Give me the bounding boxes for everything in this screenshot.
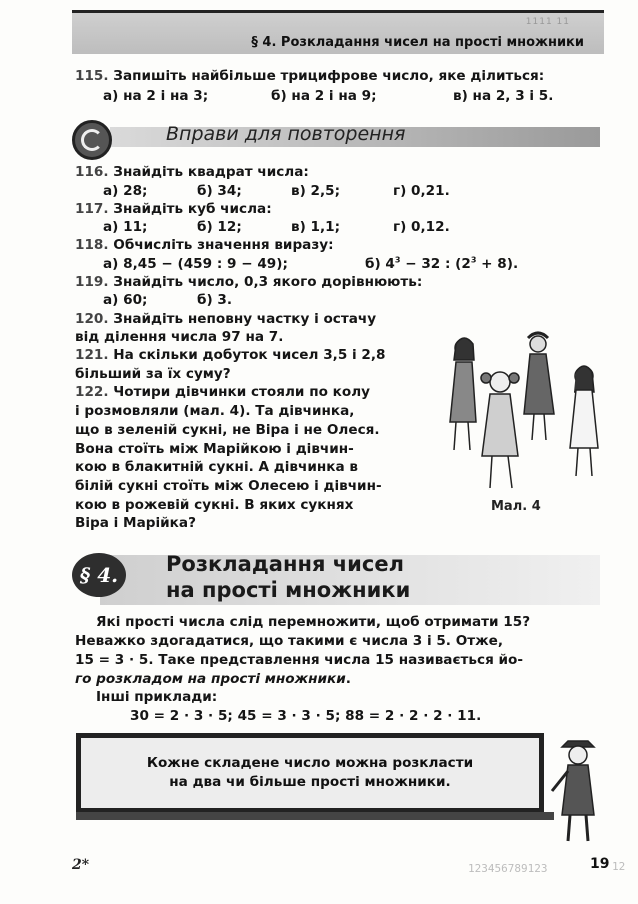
section-title-line: Розкладання чисел xyxy=(166,552,404,576)
exponent: 3 xyxy=(394,255,401,265)
rule-box xyxy=(76,733,544,813)
exercise-117 xyxy=(75,201,272,217)
exercise-text: Знайдіть квадрат числа: xyxy=(113,164,309,180)
exercise-text-line: що в зеленій сукні, не Віра і не Олеся. xyxy=(75,422,380,438)
footer-strip: 123456789123 xyxy=(468,862,548,875)
section-title-line: на прості множники xyxy=(166,578,411,602)
option-b xyxy=(365,256,518,272)
option-b: б) 12; xyxy=(197,219,242,235)
exercise-118 xyxy=(75,237,334,253)
rule-text: на два чи більше прості множники. xyxy=(169,774,451,790)
option-b: б) на 2 і на 9; xyxy=(271,88,377,104)
exercise-text: Обчисліть значення виразу: xyxy=(113,237,334,253)
exercise-116-options xyxy=(75,183,595,201)
option-b-base: б) 4 xyxy=(365,256,395,272)
intro-line: Які прості числа слід перемножити, щоб отримати 15? xyxy=(96,614,531,630)
rule-text: Кожне складене число можна розкласти xyxy=(146,755,474,771)
teacher-illustration xyxy=(548,735,608,847)
exercise-number: 118. xyxy=(75,237,109,253)
exercise-text: На скільки добуток чисел 3,5 і 2,8 xyxy=(113,347,386,363)
exercise-text-line: і розмовляли (мал. 4). Та дівчинка, xyxy=(75,403,355,419)
exponent: 3 xyxy=(470,255,477,265)
exercise-121 xyxy=(75,347,386,363)
exercise-115-options xyxy=(75,88,595,106)
page-number: 19 xyxy=(590,856,610,872)
section-badge: § 4. xyxy=(72,553,126,597)
repeat-icon xyxy=(72,120,112,160)
exercise-text: Чотири дівчинки стояли по колу xyxy=(113,384,371,400)
exercise-number: 120. xyxy=(75,311,109,327)
option-b: б) 3. xyxy=(197,292,233,308)
exercise-text: Запишіть найбільше трицифрове число, яке ділиться: xyxy=(113,68,545,84)
exercise-119-options xyxy=(75,292,595,310)
figure-caption: Мал. 4 xyxy=(491,499,541,514)
exercise-text-line: більший за їх суму? xyxy=(75,366,231,382)
review-title: Вправи для повторення xyxy=(166,123,406,145)
exercise-text-line: кою в рожевій сукні. В яких сукнях xyxy=(75,497,354,513)
examples-line: 30 = 2 · 3 · 5; 45 = 3 · 3 · 5; 88 = 2 · 2 · 2 · 11. xyxy=(130,708,482,724)
option-d: г) 0,21. xyxy=(393,183,450,199)
exercise-text: Знайдіть число, 0,3 якого дорівнюють: xyxy=(113,274,423,290)
exercise-number: 115. xyxy=(75,68,109,84)
exercise-text: Знайдіть неповну частку і остачу xyxy=(113,311,377,327)
exercise-115 xyxy=(75,68,544,84)
exercise-text-line: кою в блакитній сукні. А дівчинка в xyxy=(75,459,358,475)
term-italic: го розкладом на прості множники xyxy=(75,671,346,687)
exercise-number: 122. xyxy=(75,384,109,400)
four-girls-illustration xyxy=(436,330,611,500)
exercise-number: 116. xyxy=(75,164,109,180)
option-a: а) 60; xyxy=(103,292,148,308)
option-b: б) 34; xyxy=(197,183,242,199)
option-b-end: + 8). xyxy=(476,256,519,272)
running-header xyxy=(72,10,604,54)
intro-line-end: . xyxy=(345,671,351,687)
exercise-118-options xyxy=(75,256,595,274)
section-title xyxy=(166,551,410,603)
footer-strip-tail: 12 xyxy=(612,860,626,873)
exercise-119 xyxy=(75,274,422,290)
option-a: а) 8,45 − (459 : 9 − 49); xyxy=(103,256,288,272)
exercise-text: Знайдіть куб числа: xyxy=(113,201,272,217)
exercise-122 xyxy=(75,384,370,400)
header-title: § 4. Розкладання чисел на прості множники xyxy=(251,35,584,50)
option-a: а) на 2 і на 3; xyxy=(103,88,209,104)
intro-line: 15 = 3 · 5. Таке представлення числа 15 називається йо- xyxy=(75,652,524,668)
exercise-number: 121. xyxy=(75,347,109,363)
option-c: в) на 2, 3 і 5. xyxy=(453,88,554,104)
exercise-117-options xyxy=(75,219,595,237)
exercise-number: 119. xyxy=(75,274,109,290)
exercise-text-line: Віра і Марійка? xyxy=(75,515,196,531)
footer-mark: 2* xyxy=(72,857,90,873)
intro-line xyxy=(75,671,351,687)
exercise-text-line: Вона стоїть між Марійкою і дівчин- xyxy=(75,441,354,457)
intro-line: Неважко здогадатися, що такими є числа 3 і 5. Отже, xyxy=(75,633,504,649)
option-b-middle: − 32 : (2 xyxy=(400,256,471,272)
option-a: а) 11; xyxy=(103,219,148,235)
exercise-120 xyxy=(75,311,376,327)
option-a: а) 28; xyxy=(103,183,148,199)
exercise-text-line: білій сукні стоїть між Олесею і дівчин- xyxy=(75,478,382,494)
option-c: в) 2,5; xyxy=(291,183,341,199)
exercise-number: 117. xyxy=(75,201,109,217)
intro-line: Інші приклади: xyxy=(96,689,218,705)
option-c: в) 1,1; xyxy=(291,219,341,235)
exercise-text-line: від ділення числа 97 на 7. xyxy=(75,329,284,345)
exercise-116 xyxy=(75,164,309,180)
header-faint-text: 1111 11 xyxy=(525,17,570,27)
option-d: г) 0,12. xyxy=(393,219,450,235)
